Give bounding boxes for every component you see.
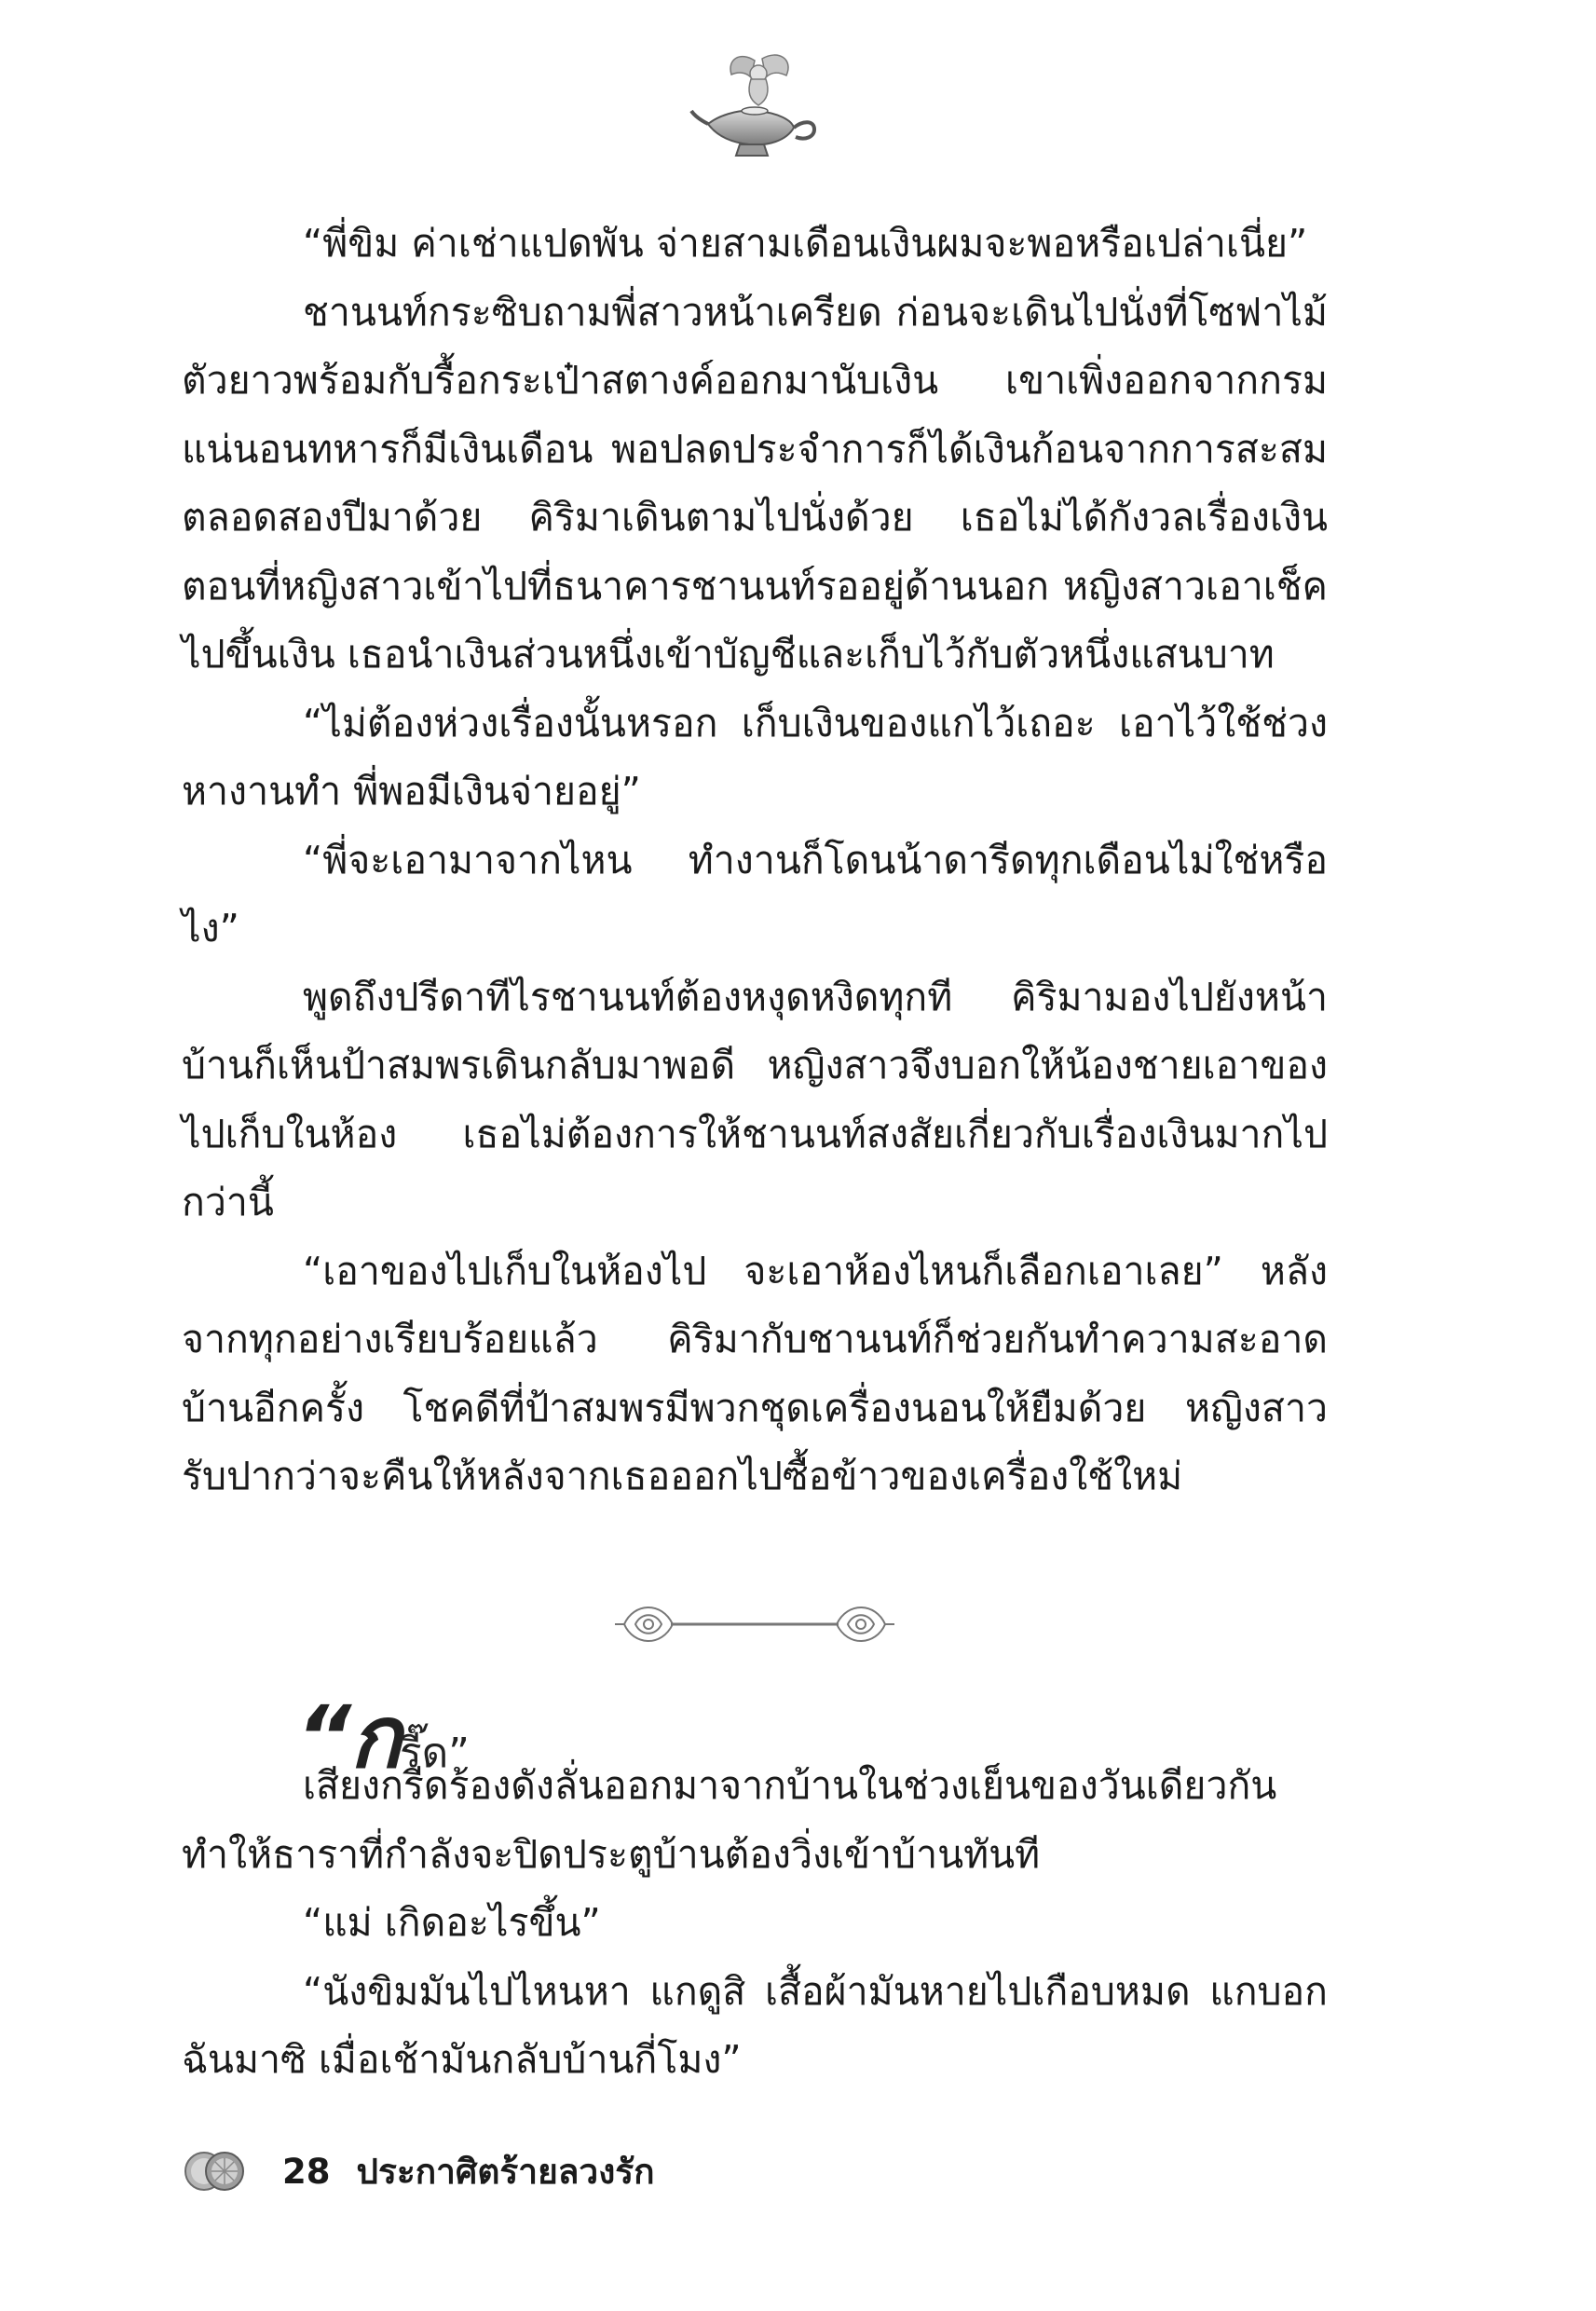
chapter-opening bbox=[296, 1668, 470, 1787]
paragraph: ชานนท์กระซิบถามพี่สาวหน้าเครียด ก่อนจะเดินไปนั่งที่โซฟาไม้ตัวยาวพร้อมกับรื้อกระเป๋าสตางค์ออกมานับเงิน เขาเพิ่งออกจากกรมแน่นอนทหารก็มีเงินเดือน พอปลดประจำการก็ได้เงินก้อนจากการสะสมตลอดสองปีมาด้วย คิริมาเดินตามไปนั่งด้วย เธอไม่ได้กังวลเรื่องเงินตอนที่หญิงสาวเข้าไปที่ธนาคารชานนท์รออยู่ด้านนอก หญิงสาวเอาเช็คไปขึ้นเงิน เธอนำเงินส่วนหนึ่งเข้าบัญชีและเก็บไว้กับตัวหนึ่งแสนบาท bbox=[182, 289, 1328, 677]
paragraph: “ไม่ต้องห่วงเรื่องนั้นหรอก เก็บเงินของแกไว้เถอะ เอาไว้ใช้ช่วงหางานทำ พี่พอมีเงินจ่ายอยู่” bbox=[182, 700, 1328, 814]
paragraph: “นังขิมมันไปไหนหา แกดูสิ เสื้อผ้ามันหายไปเกือบหมด แกบอกฉันมาซิ เมื่อเช้ามันกลับบ้านกี่โมง” bbox=[182, 1968, 1328, 2082]
paragraph: พูดถึงปรีดาทีไรชานนท์ต้องหงุดหงิดทุกที คิริมามองไปยังหน้าบ้านก็เห็นป้าสมพรเดินกลับมาพอดี หญิงสาวจึงบอกให้น้องชายเอาของไปเก็บในห้อง เธอไม่ต้องการให้ชานนท์สงสัยเกี่ยวกับเรื่องเงินมากไปกว่านี้ bbox=[182, 974, 1328, 1224]
opening-quote-mark: “ bbox=[296, 1688, 350, 1787]
paragraph: “เอาของไปเก็บในห้องไป จะเอาห้องไหนก็เลือกเอาเลย” หลังจากทุกอย่างเรียบร้อยแล้ว คิริมากับชานนท์ก็ช่วยกันทำความสะอาดบ้านอีกครั้ง โชคดีที่ป้าสมพรมีพวกชุดเครื่องนอนให้ยืมด้วย หญิงสาวรับปากว่าจะคืนให้หลังจากเธอออกไปซื้อข้าวของเครื่องใช้ใหม่ bbox=[182, 1248, 1328, 1498]
book-title: ประกาศิตร้ายลวงรัก bbox=[356, 2151, 655, 2192]
paragraph: “แม่ เกิดอะไรขึ้น” bbox=[303, 1900, 601, 1945]
body-text-top bbox=[182, 210, 1328, 1511]
body-text-bottom bbox=[182, 1752, 1328, 2095]
paragraph: เสียงกรีดร้องดังลั่นออกมาจากบ้านในช่วงเย็นของวันเดียวกันทำให้ธาราที่กำลังจะปิดประตูบ้านต้องวิ่งเข้าบ้านทันที bbox=[182, 1763, 1277, 1877]
page-footer bbox=[182, 2143, 655, 2199]
page-number: 28 bbox=[282, 2151, 331, 2192]
citrus-slices-icon bbox=[182, 2149, 247, 2194]
ornamental-divider-icon bbox=[615, 1593, 894, 1655]
paragraph: “พี่จะเอามาจากไหน ทำงานก็โดนน้าดารีดทุกเดือนไม่ใช่หรือไง” bbox=[182, 837, 1328, 950]
drop-letter: ก bbox=[349, 1688, 400, 1787]
opening-word-rest: รี๊ด” bbox=[399, 1730, 470, 1777]
paragraph: “พี่ขิม ค่าเช่าแปดพัน จ่ายสามเดือนเงินผมจะพอหรือเปล่าเนี่ย” bbox=[303, 221, 1308, 266]
genie-lamp-cherub-icon bbox=[689, 51, 820, 163]
